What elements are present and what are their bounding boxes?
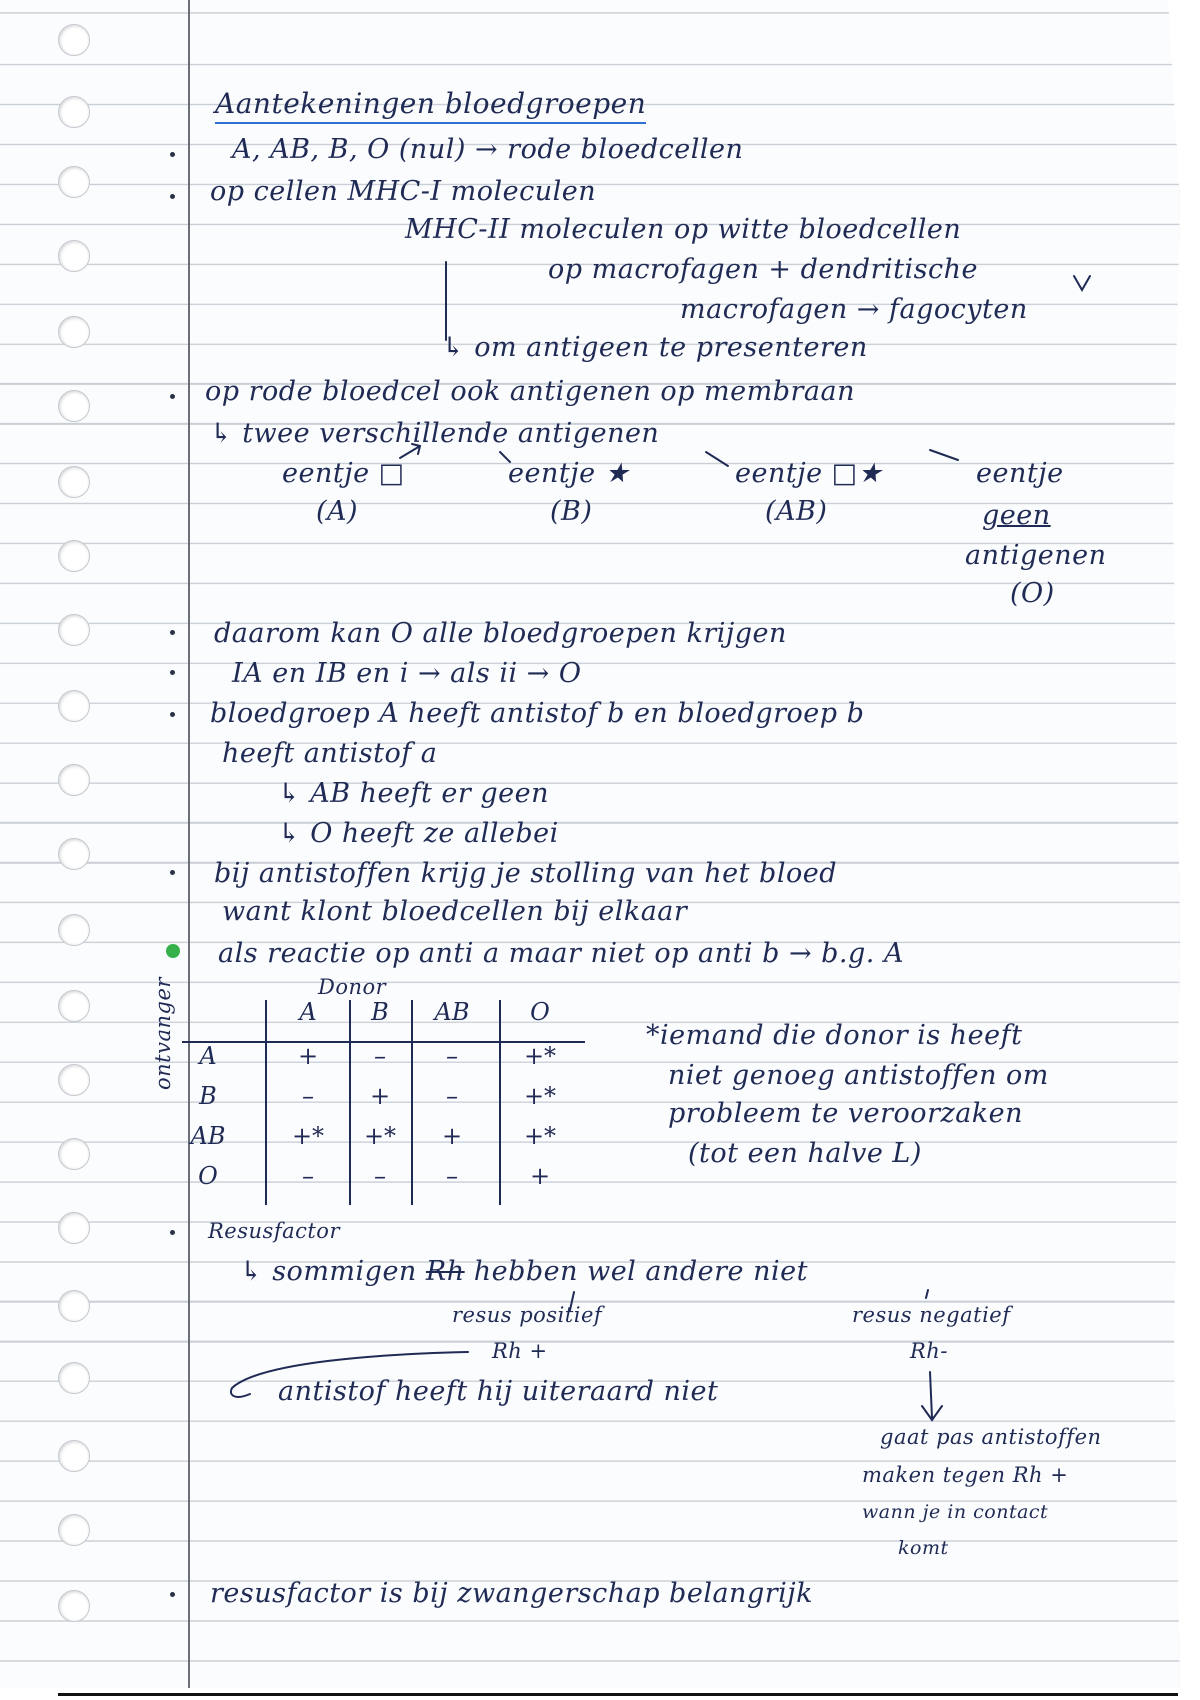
binder-hole [58,166,90,198]
group-label: antigenen [965,540,1107,571]
bullet-dot [170,712,175,717]
note-line: resus negatief [852,1303,1011,1327]
bullet-dot [170,394,175,399]
note-line [240,1256,808,1288]
note-line: A, AB, B, O (nul) → rode bloedcellen [232,134,744,165]
struck-text: Rh [425,1256,465,1287]
table-column-header: A [299,998,317,1026]
note-line: Rh + [492,1339,548,1363]
table-receiver-label: ontvanger [151,977,175,1090]
table-row-header: AB [190,1122,226,1150]
note-line: niet genoeg antistoffen om [668,1060,1049,1091]
table-row-header: A [199,1042,217,1070]
table-cell: – [302,1082,314,1110]
bullet-dot [170,630,175,635]
table-cell: +* [523,1042,557,1070]
binder-hole [58,1514,90,1546]
table-cell: + [441,1122,463,1150]
note-line: daarom kan O alle bloedgroepen krijgen [214,618,787,649]
table-cell: + [369,1082,391,1110]
note-line: bloedgroep A heeft antistof b en bloedgroep b [210,698,865,729]
table-cell: + [297,1042,319,1070]
scan-bottom-rule [58,1693,1178,1696]
table-cell: – [446,1162,458,1190]
note-line: resusfactor is bij zwangerschap belangrijk [210,1578,814,1609]
table-cell: – [446,1082,458,1110]
binder-hole [58,690,90,722]
bullet-dot [170,870,175,875]
table-column-header: B [371,998,389,1026]
bullet-dot [170,194,175,199]
note-line: op macrofagen + dendritische [548,254,978,285]
note-line: ↳ AB heeft er geen [278,778,549,809]
group-label: (A) [316,496,359,527]
binder-hole [58,466,90,498]
note-line: wann je in contact [862,1501,1049,1523]
table-cell: – [374,1042,386,1070]
note-line: want klont bloedcellen bij elkaar [222,896,688,927]
note-text: hebben wel andere niet [464,1256,808,1287]
antigen-label: eentje □★ [735,458,883,489]
antigen-label: eentje [976,458,1064,489]
antigen-label: eentje □ [282,458,405,489]
group-label: geen [982,500,1051,531]
binder-hole [58,1440,90,1472]
table-row-header: B [199,1082,217,1110]
note-line: ↳ twee verschillende antigenen [210,418,660,449]
binder-hole [58,990,90,1022]
table-cell: +* [523,1122,557,1150]
note-line: komt [898,1537,949,1559]
binder-hole [58,1064,90,1096]
bullet-dot [170,1592,175,1597]
group-label: (AB) [765,496,828,527]
binder-hole [58,614,90,646]
section-heading: Resusfactor [208,1219,340,1243]
table-row-header: O [198,1162,218,1190]
table-cell: + [529,1162,551,1190]
note-line: MHC-II moleculen op witte bloedcellen [405,214,962,245]
note-line: op rode bloedcel ook antigenen op membraan [205,376,855,407]
bullet-dot-highlighted [166,944,180,958]
binder-hole [58,540,90,572]
page-title: Aantekeningen bloedgroepen [215,88,646,124]
antigen-label: eentje ★ [508,458,630,489]
note-text: ↳ sommigen [240,1256,426,1287]
note-line: ↳ om antigeen te presenteren [442,332,868,363]
note-line: resus positief [452,1303,603,1327]
table-cell: +* [363,1122,397,1150]
group-label: (O) [1010,578,1055,609]
binder-hole [58,390,90,422]
binder-hole [58,764,90,796]
binder-hole [58,914,90,946]
note-line: gaat pas antistoffen [880,1425,1102,1449]
table-column-header: O [530,998,550,1026]
note-line: bij antistoffen krijg je stolling van het bloed [214,858,837,889]
binder-hole [58,1212,90,1244]
binder-hole [58,240,90,272]
note-line: *iemand die donor is heeft [646,1020,1023,1051]
table-column-header: AB [434,998,470,1026]
note-line: Rh- [910,1339,948,1363]
note-line: probleem te veroorzaken [668,1098,1024,1129]
note-line: ↳ O heeft ze allebei [278,818,559,849]
table-donor-label: Donor [318,975,387,999]
group-label: (B) [550,496,593,527]
table-cell: +* [523,1082,557,1110]
note-line: IA en IB en i → als ii → O [232,658,582,689]
margin-line [188,0,190,1688]
binder-hole [58,1590,90,1622]
binder-hole [58,838,90,870]
note-line: macrofagen → fagocyten [680,294,1028,325]
bullet-dot [170,152,175,157]
note-line: op cellen MHC-I moleculen [210,176,597,207]
binder-hole [58,1290,90,1322]
binder-hole [58,96,90,128]
note-line: maken tegen Rh + [862,1463,1069,1487]
blood-transfusion-table [180,1000,600,1200]
note-line: (tot een halve L) [688,1138,922,1169]
note-line: als reactie op anti a maar niet op anti b → b.g. A [218,938,904,969]
table-cell: – [302,1162,314,1190]
binder-hole [58,1138,90,1170]
binder-hole [58,1362,90,1394]
note-line: antistof heeft hij uiteraard niet [278,1376,719,1407]
binder-hole [58,24,90,56]
note-line: heeft antistof a [222,738,438,769]
bullet-dot [170,670,175,675]
table-cell: +* [291,1122,325,1150]
binder-hole [58,316,90,348]
table-cell: – [374,1162,386,1190]
bullet-dot [170,1230,175,1235]
table-cell: – [446,1042,458,1070]
